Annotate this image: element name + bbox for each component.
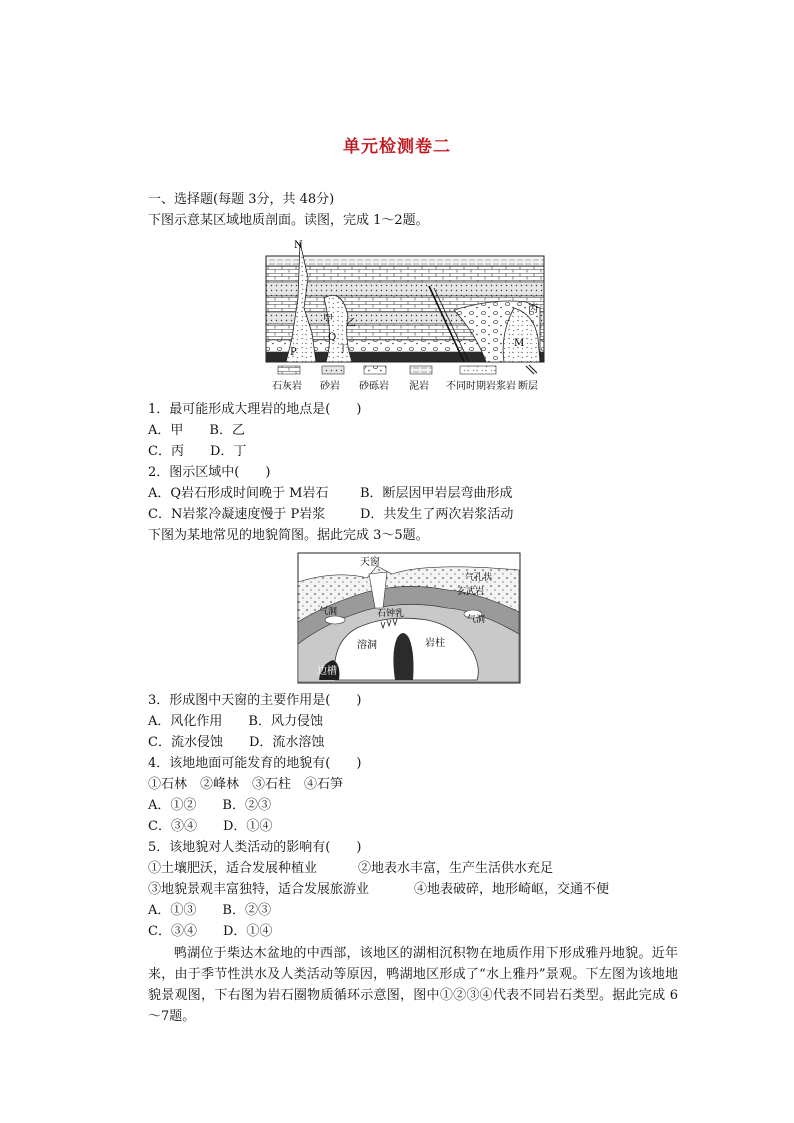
label-stalactite: 石钟乳 — [377, 609, 405, 619]
label-n: N — [294, 240, 303, 251]
q4-items: ①石林 ②峰林 ③石柱 ④石笋 — [148, 777, 344, 792]
legend-igneous: 不同时期岩浆岩 — [446, 381, 516, 392]
q5-item-3: ③地貌景观丰富独特，适合发展旅游业 — [148, 882, 370, 897]
label-q: Q — [328, 332, 337, 343]
passage-q6-7: 鸭湖位于柴达木盆地的中西部，该地区的湖相沉积物在地质作用下形成雅丹地貌。近年来，由于季节性洪水及人类活动等原因，鸭湖地区形成了“水上雅丹”景观。下左图为该地地貌景观图，下右图为岩石圈物质循环示意图，图中①②③④代表不同岩石类型。据此完成 6～7题。 — [148, 946, 678, 1024]
legend-sandstone: 砂岩 — [320, 381, 340, 392]
q2-stem: 2．图示区域中( ) — [148, 465, 271, 480]
intro-q1-2: 下图示意某区域地质剖面。读图，完成 1～2题。 — [148, 213, 429, 228]
q5-item-2: ②地表水丰富，生产生活供水充足 — [358, 861, 554, 876]
label-gas-hole-left: 气洞 — [319, 607, 338, 617]
legend-conglomerate: 砂砾岩 — [359, 381, 389, 392]
q1-options-ab: A．甲 B．乙 — [148, 423, 245, 438]
label-skylight: 天窗 — [360, 557, 380, 568]
label-groove: 边槽 — [317, 666, 337, 677]
q2-option-d: D．共发生了两次岩浆活动 — [360, 507, 514, 522]
q5-item-1: ①土壤肥沃，适合发展种植业 — [148, 861, 318, 876]
q3-stem: 3．形成图中天窗的主要作用是( ) — [148, 693, 362, 708]
q2-option-b: B．断层因甲岩层弯曲形成 — [360, 486, 513, 501]
label-cave: 溶洞 — [357, 640, 377, 651]
q3-options-cd: C．流水侵蚀 D．流水溶蚀 — [148, 735, 325, 750]
intro-q3-5: 下图为某地常见的地貌简图。据此完成 3～5题。 — [148, 528, 429, 543]
q5-options-ab: A．①③ B．②③ — [148, 903, 271, 918]
q3-options-ab: A．风化作用 B．风力侵蚀 — [148, 714, 323, 729]
q2-option-c: C．N岩浆冷凝速度慢于 P岩浆 — [148, 507, 326, 522]
label-yi: 乙 — [346, 318, 356, 329]
q1-options-cd: C．丙 D．丁 — [148, 444, 247, 459]
q5-options-cd: C．③④ D．①④ — [148, 924, 273, 939]
legend-fault: 断层 — [518, 381, 538, 392]
page-title: 单元检测卷二 — [343, 137, 451, 157]
section-heading: 一、选择题(每题 3分，共 48分) — [148, 192, 335, 207]
karst-landform-figure — [297, 552, 521, 688]
label-jia: 甲 — [323, 314, 333, 325]
label-pillar: 岩柱 — [425, 638, 445, 649]
q2-option-a: A．Q岩石形成时间晚于 M岩石 — [148, 486, 329, 501]
label-bing: 丙 — [528, 304, 538, 315]
label-vesicular: 气孔状 — [465, 573, 493, 583]
legend-mudstone: 泥岩 — [409, 381, 429, 392]
q5-item-4: ④地表破碎，地形崎岖，交通不便 — [414, 882, 610, 897]
q5-stem: 5．该地貌对人类活动的影响有( ) — [148, 840, 362, 855]
geologic-section-figure — [264, 238, 546, 402]
label-gas-hole-right: 气洞 — [467, 615, 486, 625]
label-ding: 丁 — [338, 344, 348, 355]
q4-options-ab: A．①② B．②③ — [148, 798, 271, 813]
label-p: P — [290, 347, 297, 358]
label-basalt: 玄武岩 — [457, 587, 485, 597]
legend-limestone: 石灰岩 — [272, 381, 302, 392]
q4-options-cd: C．③④ D．①④ — [148, 819, 273, 834]
q4-stem: 4．该地地面可能发育的地貌有( ) — [148, 756, 362, 771]
label-m: M — [514, 338, 525, 349]
q1-stem: 1．最可能形成大理岩的地点是( ) — [148, 402, 362, 417]
